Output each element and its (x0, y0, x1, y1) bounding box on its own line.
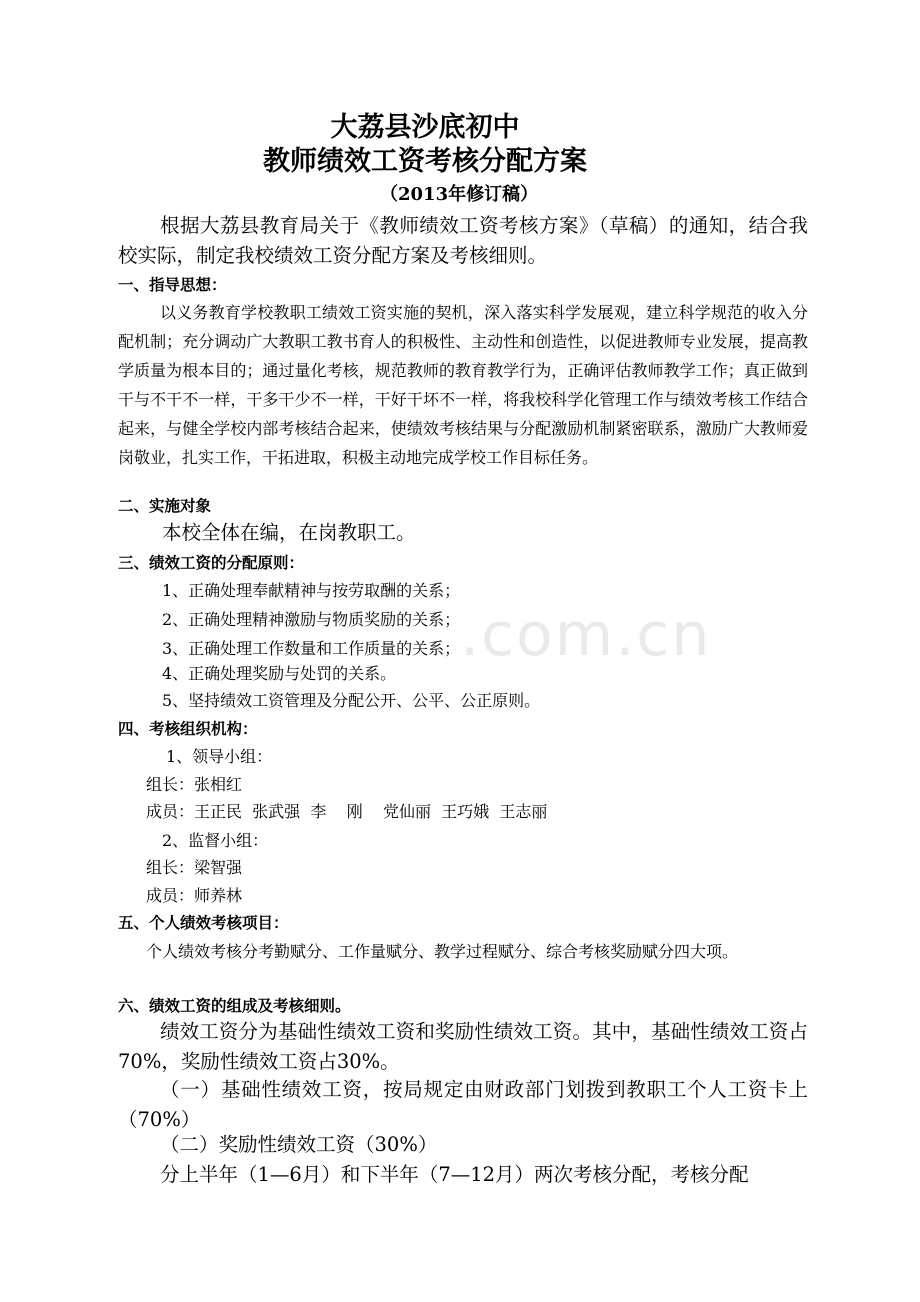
leading-group-leader: 组长：张相红 (146, 775, 243, 794)
leading-group-title: 1、领导小组： (166, 747, 273, 766)
watermark: .com.cn (460, 600, 712, 670)
title-plan: 教师绩效工资考核分配方案 (263, 146, 587, 177)
subtitle-revision: （2013年修订稿） (380, 184, 539, 205)
supervision-group-members: 成员：师养林 (146, 886, 243, 905)
leading-group-members: 成员：王正民 张武强 李 刚 党仙丽 王巧娥 王志丽 (146, 802, 548, 821)
section-1-body: 以义务教育学校教职工绩效工资实施的契机，深入落实科学发展观，建立科学规范的收入分配机制；充分调动广大教职工教书育人的积极性、主动性和创造性，以促进教师专业发展，提高教学质量为根本目的；通过量化考核，规范教师的教育教学行为，正确评估教师教学工作；真正做到干与不干不一样，干多干少不一样，干好干坏不一样，将我校科学化管理工作与绩效考核工作结合起来，与健全学校内部考核结合起来，使绩效考核结果与分配激励机制紧密联系，激励广大教师爱岗敬业，扎实工作，干拓进取，积极主动地完成学校工作目标任务。 (118, 303, 808, 467)
principle-item: 4、正确处理奖励与处罚的关系。 (162, 664, 397, 683)
principle-item: 3、正确处理工作数量和工作质量的关系； (162, 639, 461, 658)
section-1-heading: 一、指导思想： (118, 276, 227, 294)
section-5-heading: 五、个人绩效考核项目： (118, 914, 289, 932)
principle-item: 1、正确处理奉献精神与按劳取酬的关系； (162, 581, 461, 600)
principle-item: 5、坚持绩效工资管理及分配公开、公平、公正原则。 (162, 691, 541, 710)
supervision-group-leader: 组长：梁智强 (146, 858, 243, 877)
section-3-heading: 三、绩效工资的分配原则： (118, 554, 305, 572)
supervision-group-title: 2、监督小组： (162, 831, 269, 850)
intro-paragraph: 根据大荔县教育局关于《教师绩效工资考核方案》（草稿）的通知，结合我校实际，制定我校绩效工资分配方案及考核细则。 (118, 214, 808, 267)
section-6-paragraph-3: （二）奖励性绩效工资（30%） (160, 1133, 438, 1156)
section-6-heading: 六、绩效工资的组成及考核细则。 (118, 997, 351, 1015)
section-6-paragraph-4: 分上半年（1—6月）和下半年（7—12月）两次考核分配，考核分配 (160, 1163, 749, 1186)
section-6-paragraph-1: 绩效工资分为基础性绩效工资和奖励性绩效工资。其中，基础性绩效工资占70%，奖励性绩效工资占30%。 (118, 1020, 808, 1073)
section-4-heading: 四、考核组织机构： (118, 720, 258, 738)
principle-item: 2、正确处理精神激励与物质奖励的关系； (162, 610, 461, 629)
section-5-body: 个人绩效考核分考勤赋分、工作量赋分、教学过程赋分、综合考核奖励赋分四大项。 (146, 942, 739, 961)
section-2-heading: 二、实施对象 (118, 497, 212, 515)
section-2-body: 本校全体在编，在岗教职工。 (162, 521, 416, 544)
section-6-paragraph-2: （一）基础性绩效工资，按局规定由财政部门划拨到教职工个人工资卡上（70%） (118, 1078, 808, 1131)
title-school: 大荔县沙底初中 (330, 112, 520, 143)
